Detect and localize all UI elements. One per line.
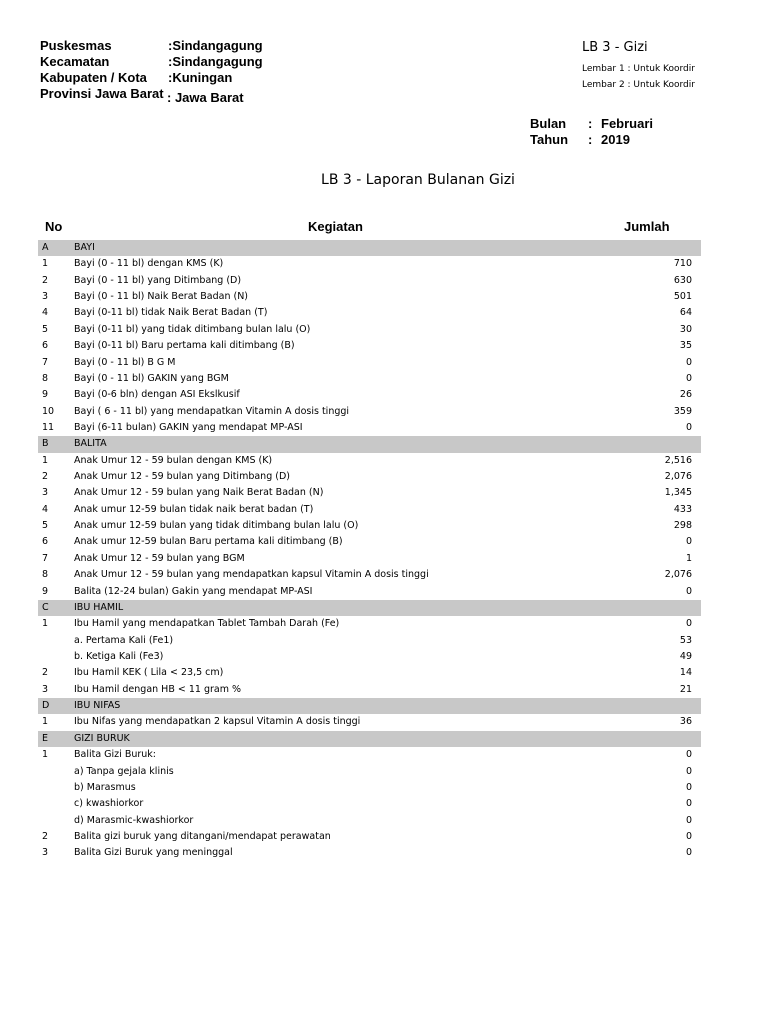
count-value: 0 [685, 749, 692, 761]
activity-label: Anak Umur 12 - 59 bulan yang mendapatkan kapsul Vitamin A dosis tinggi [74, 569, 429, 581]
table-row [38, 534, 701, 550]
table-row [38, 502, 701, 518]
row-number: 8 [42, 372, 49, 384]
report-title: LB 3 - Laporan Bulanan Gizi [321, 172, 515, 188]
month-value: Februari [601, 116, 654, 131]
lembar-2-note: Lembar 2 : Untuk Koordir [582, 80, 695, 90]
table-row [38, 387, 701, 403]
row-number: 3 [42, 291, 49, 303]
row-number: B [42, 438, 49, 450]
count-value: 26 [679, 389, 692, 401]
count-value: 710 [673, 258, 692, 270]
activity-label: Bayi (0 - 11 bl) dengan KMS (K) [74, 258, 224, 270]
count-value: 630 [673, 274, 692, 286]
section-header-row [38, 436, 701, 452]
count-value: 359 [673, 405, 692, 417]
table-row [38, 404, 701, 420]
section-title: IBU NIFAS [74, 700, 121, 712]
row-number: 1 [42, 258, 49, 270]
row-number: 6 [42, 340, 49, 352]
activity-label: b) Marasmus [74, 781, 136, 793]
table-row [38, 845, 701, 861]
column-header-kegiatan: Kegiatan [308, 219, 363, 234]
activity-label: Bayi (0-11 bl) yang tidak ditimbang bulan lalu (O) [74, 323, 311, 335]
count-value: 49 [679, 650, 692, 662]
table-row [38, 355, 701, 371]
section-header-row [38, 600, 701, 616]
info-label: Kecamatan [40, 54, 110, 69]
row-number: 2 [42, 667, 49, 679]
count-value: 501 [673, 291, 692, 303]
count-value: 0 [685, 814, 692, 826]
count-value: 433 [673, 503, 692, 515]
count-value: 0 [685, 585, 692, 597]
table-row [38, 796, 701, 812]
report-table [38, 240, 701, 862]
table-row [38, 273, 701, 289]
count-value: 0 [685, 356, 692, 368]
count-value: 0 [685, 798, 692, 810]
count-value: 2,516 [664, 454, 692, 466]
row-number: 5 [42, 323, 49, 335]
row-number: C [42, 601, 49, 613]
row-number: 5 [42, 520, 49, 532]
table-row [38, 616, 701, 632]
section-header-row [38, 698, 701, 714]
row-number: 1 [42, 749, 49, 761]
activity-label: Anak Umur 12 - 59 bulan yang Naik Berat Badan (N) [74, 487, 324, 499]
row-number: 9 [42, 389, 49, 401]
section-title: IBU HAMIL [74, 601, 124, 613]
activity-label: Anak Umur 12 - 59 bulan yang Ditimbang (D) [74, 471, 290, 483]
row-number: E [42, 732, 49, 744]
year-label: Tahun [530, 132, 569, 147]
row-number: 4 [42, 307, 49, 319]
row-number: 8 [42, 569, 49, 581]
info-label: Puskesmas [40, 38, 112, 53]
row-number: 7 [42, 356, 49, 368]
table-row [38, 338, 701, 354]
count-value: 53 [679, 634, 692, 646]
count-value: 298 [673, 520, 692, 532]
activity-label: Ibu Nifas yang mendapatkan 2 kapsul Vitamin A dosis tinggi [74, 716, 361, 728]
table-row [38, 829, 701, 845]
info-value: :Sindangagung [168, 38, 263, 53]
activity-label: Anak umur 12-59 bulan Baru pertama kali ditimbang (B) [74, 536, 343, 548]
count-value: 0 [685, 781, 692, 793]
activity-label: Anak umur 12-59 bulan yang tidak ditimbang bulan lalu (O) [74, 520, 359, 532]
table-row [38, 305, 701, 321]
section-header-row [38, 731, 701, 747]
activity-label: Ibu Hamil dengan HB < 11 gram % [74, 683, 242, 695]
activity-label: Bayi (0-6 bln) dengan ASI Ekslkusif [74, 389, 240, 401]
row-number: 1 [42, 716, 49, 728]
activity-label: b. Ketiga Kali (Fe3) [74, 650, 164, 662]
activity-label: Bayi (0 - 11 bl) GAKIN yang BGM [74, 372, 229, 384]
row-number: 1 [42, 618, 49, 630]
count-value: 0 [685, 372, 692, 384]
row-number: 6 [42, 536, 49, 548]
count-value: 64 [679, 307, 692, 319]
table-row [38, 780, 701, 796]
activity-label: Bayi (0-11 bl) tidak Naik Berat Badan (T) [74, 307, 268, 319]
table-row [38, 567, 701, 583]
section-title: BAYI [74, 242, 95, 253]
row-number: 7 [42, 552, 49, 564]
row-number: 1 [42, 454, 49, 466]
row-number: 2 [42, 471, 49, 483]
activity-label: Anak Umur 12 - 59 bulan yang BGM [74, 552, 245, 564]
lembar-1-note: Lembar 1 : Untuk Koordir [582, 64, 695, 74]
count-value: 2,076 [664, 569, 692, 581]
row-number: 2 [42, 274, 49, 286]
table-row [38, 633, 701, 649]
colon: : [588, 116, 593, 131]
table-row [38, 518, 701, 534]
row-number: 3 [42, 847, 49, 859]
activity-label: d) Marasmic-kwashiorkor [74, 814, 194, 826]
count-value: 30 [679, 323, 692, 335]
table-row [38, 371, 701, 387]
count-value: 0 [685, 618, 692, 630]
count-value: 0 [685, 830, 692, 842]
activity-label: Anak umur 12-59 bulan tidak naik berat badan (T) [74, 503, 314, 515]
column-header-no: No [45, 219, 63, 234]
table-row [38, 747, 701, 763]
activity-label: Bayi (6-11 bulan) GAKIN yang mendapat MP-ASI [74, 421, 303, 433]
table-row [38, 485, 701, 501]
table-row [38, 682, 701, 698]
count-value: 0 [685, 847, 692, 859]
info-value: :Sindangagung [168, 54, 263, 69]
table-row [38, 551, 701, 567]
info-label: Kabupaten / Kota [40, 70, 147, 85]
info-label: Provinsi Jawa Barat [40, 86, 164, 101]
count-value: 35 [679, 340, 692, 352]
count-value: 2,076 [664, 471, 692, 483]
table-row [38, 665, 701, 681]
activity-label: a. Pertama Kali (Fe1) [74, 634, 174, 646]
activity-label: Balita (12-24 bulan) Gakin yang mendapat MP-ASI [74, 585, 313, 597]
activity-label: Bayi (0-11 bl) Baru pertama kali ditimbang (B) [74, 340, 295, 352]
row-number: 2 [42, 830, 49, 842]
count-value: 36 [679, 716, 692, 728]
count-value: 21 [679, 683, 692, 695]
year-value: 2019 [601, 132, 630, 147]
table-row [38, 584, 701, 600]
activity-label: Ibu Hamil KEK ( Lila < 23,5 cm) [74, 667, 224, 679]
row-number: D [42, 700, 50, 712]
colon: : [588, 132, 593, 147]
form-code: LB 3 - Gizi [582, 40, 648, 55]
info-value: : Jawa Barat [167, 90, 244, 105]
table-row [38, 469, 701, 485]
activity-label: Balita Gizi Buruk: [74, 749, 156, 761]
month-label: Bulan [530, 116, 567, 131]
info-value: :Kuningan [168, 70, 233, 85]
activity-label: Bayi (0 - 11 bl) B G M [74, 356, 176, 368]
count-value: 1,345 [664, 487, 692, 499]
activity-label: Anak Umur 12 - 59 bulan dengan KMS (K) [74, 454, 273, 466]
section-title: GIZI BURUK [74, 732, 130, 744]
table-row [38, 453, 701, 469]
activity-label: Balita gizi buruk yang ditangani/mendapat perawatan [74, 830, 331, 842]
activity-label: Bayi ( 6 - 11 bl) yang mendapatkan Vitamin A dosis tinggi [74, 405, 350, 417]
activity-label: Ibu Hamil yang mendapatkan Tablet Tambah Darah (Fe) [74, 618, 340, 630]
activity-label: Balita Gizi Buruk yang meninggal [74, 847, 233, 859]
row-number: 3 [42, 683, 49, 695]
row-number: 11 [42, 421, 55, 433]
row-number: 4 [42, 503, 49, 515]
row-number: A [42, 242, 49, 253]
column-header-jumlah: Jumlah [624, 219, 670, 234]
row-number: 10 [42, 405, 55, 417]
table-row [38, 813, 701, 829]
activity-label: a) Tanpa gejala klinis [74, 765, 174, 777]
section-title: BALITA [74, 438, 107, 450]
activity-label: c) kwashiorkor [74, 798, 144, 810]
count-value: 14 [679, 667, 692, 679]
table-row [38, 714, 701, 730]
count-value: 0 [685, 536, 692, 548]
section-header-row [38, 240, 701, 256]
count-value: 0 [685, 421, 692, 433]
table-row [38, 289, 701, 305]
table-row [38, 256, 701, 272]
row-number: 9 [42, 585, 49, 597]
count-value: 0 [685, 765, 692, 777]
count-value: 1 [685, 552, 692, 564]
table-row [38, 649, 701, 665]
activity-label: Bayi (0 - 11 bl) yang Ditimbang (D) [74, 274, 242, 286]
table-row [38, 322, 701, 338]
row-number: 3 [42, 487, 49, 499]
table-row [38, 420, 701, 436]
table-row [38, 764, 701, 780]
activity-label: Bayi (0 - 11 bl) Naik Berat Badan (N) [74, 291, 249, 303]
